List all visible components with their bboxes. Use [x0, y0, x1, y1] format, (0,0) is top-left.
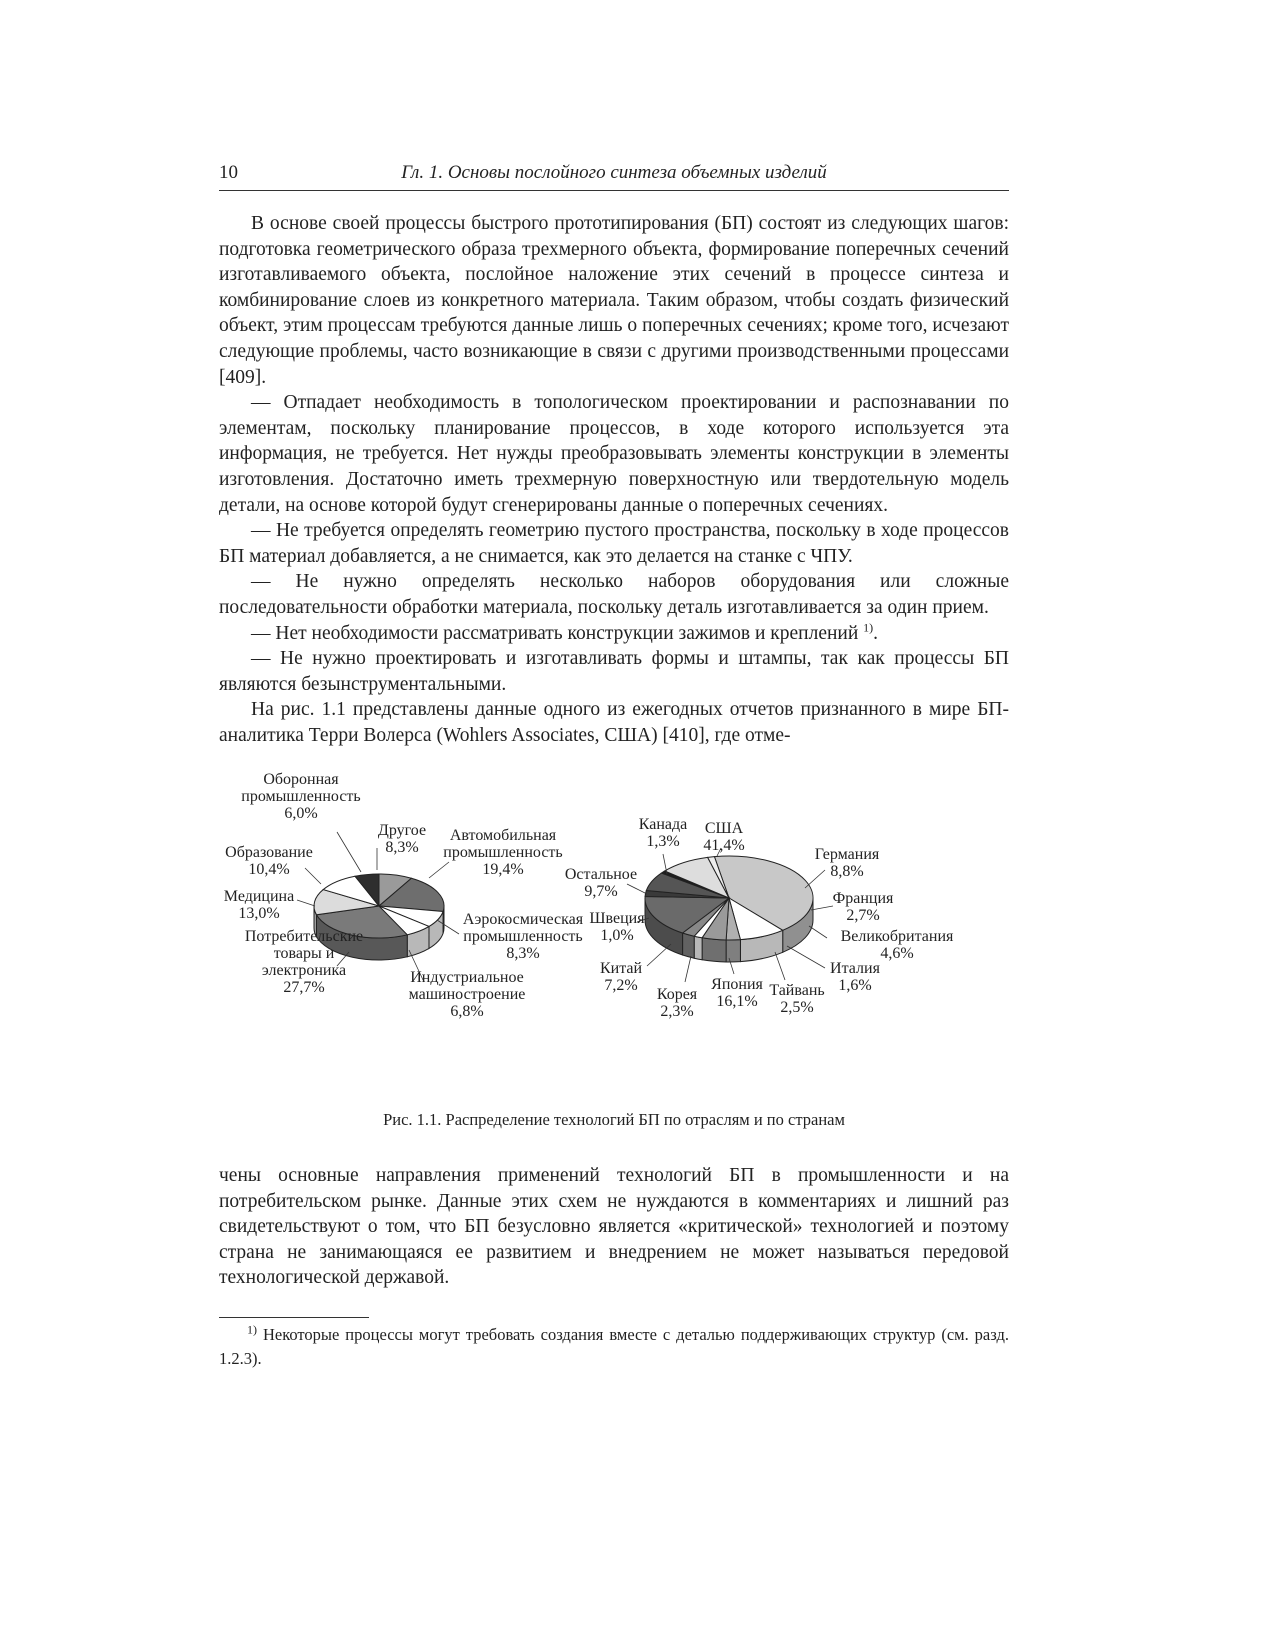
- slice-percent: 9,7%: [584, 883, 618, 900]
- body-text-top: [219, 211, 1009, 748]
- slice-label: электроника: [261, 962, 347, 979]
- slice-percent: 2,7%: [846, 907, 880, 924]
- slice-percent: 7,2%: [604, 977, 638, 994]
- leader-line: [685, 956, 691, 982]
- figure-caption: Рис. 1.1. Распределение технологий БП по отраслям и по странам: [383, 1110, 845, 1129]
- leader-line: [337, 832, 361, 872]
- slice-label: Германия: [814, 846, 880, 863]
- slice-label: Китай: [599, 960, 643, 977]
- slice-percent: 8,3%: [385, 839, 419, 856]
- paragraph: [219, 621, 1009, 647]
- slice-percent: 8,3%: [506, 945, 540, 962]
- page-number: 10: [219, 162, 238, 183]
- slice-label: Остальное: [564, 866, 638, 883]
- slice-label: товары и: [273, 945, 335, 962]
- paragraph: — Не требуется определять геометрию пустого пространства, поскольку в ходе процессов БП материал добавляется, а не снимается, как это делается на станке с ЧПУ.: [219, 520, 1009, 567]
- slice-label: Корея: [656, 986, 698, 1003]
- leader-line: [805, 870, 825, 888]
- slice-percent: 4,6%: [880, 945, 914, 962]
- slice-percent: 1,6%: [838, 977, 872, 994]
- slice-label: Канада: [638, 816, 688, 833]
- slice-label: промышленность: [443, 844, 563, 861]
- slice-percent: 16,1%: [716, 993, 758, 1010]
- slice-label: Аэрокосмическая: [462, 911, 584, 928]
- pie-charts-svg: [219, 771, 1009, 1118]
- slice-label: Тайвань: [769, 982, 825, 999]
- leader-line: [811, 906, 833, 910]
- paragraph: чены основные направления применений технологий БП в промышленности и на потребительском рынке. Данные этих схем не нуждаются в комментариях и лишний раз свидетельствуют о том, что БП безусловно является «критической» технологией и поэтому страна не занимающаяся ее развитием и внедрением не может называться передовой технологической державой.: [219, 1165, 1009, 1289]
- slice-label: Потребительские: [244, 928, 364, 945]
- slice-percent: 13,0%: [238, 905, 280, 922]
- slice-percent: 41,4%: [703, 837, 745, 854]
- paragraph: — Не нужно определять несколько наборов оборудования или сложные последовательности обработки материала, поскольку деталь изготавливается за один прием.: [219, 571, 1009, 618]
- leader-line: [809, 926, 827, 938]
- paragraph-text: — Нет необходимости рассматривать конструкции зажимов и креплений: [251, 622, 859, 644]
- footnote-rule: [219, 1317, 369, 1318]
- slice-percent: 10,4%: [248, 861, 290, 878]
- footnote-mark: 1): [247, 1322, 257, 1337]
- figure-pie-charts: [219, 771, 1009, 1118]
- footnote-text: Некоторые процессы могут требовать создания вместе с деталью поддерживающих структур (см. разд. 1.2.3).: [219, 1325, 1009, 1368]
- pie-side-2-3: [726, 940, 740, 962]
- slice-label: Индустриальное: [410, 969, 524, 986]
- footnote: [219, 1323, 1009, 1371]
- leader-line: [305, 868, 321, 884]
- slice-label: Италия: [830, 960, 880, 977]
- page-header: [219, 160, 1009, 191]
- slice-label: Швеция: [589, 910, 645, 927]
- slice-percent: 2,3%: [660, 1003, 694, 1020]
- slice-label: Автомобильная: [449, 827, 557, 844]
- slice-label: Медицина: [223, 888, 295, 905]
- slice-percent: 2,5%: [780, 999, 814, 1016]
- slice-percent: 8,8%: [830, 863, 864, 880]
- pie-side-2-5: [694, 936, 702, 960]
- slice-label: Великобритания: [840, 928, 954, 945]
- slice-label: промышленность: [241, 788, 361, 805]
- leader-line: [627, 884, 647, 894]
- paragraph: — Не нужно проектировать и изготавливать формы и штампы, так как процессы БП являются безынструментальными.: [219, 648, 1009, 695]
- pie-side-2-6: [683, 933, 695, 958]
- slice-label: Оборонная: [263, 771, 339, 788]
- paragraph: В основе своей процессы быстрого прототипирования (БП) состоят из следующих шагов: подготовка геометрического образа трехмерного объекта, формирование поперечных сечений изготавливаемого объекта, послойное наложение этих сечений в процессе синтеза и комбинирование слоев из конкретного материала. Таким образом, чтобы создать физический объект, этим процессам требуются данные лишь о поперечных сечениях; кроме того, исчезают следующие проблемы, часто возникающие в связи с другими производственными процессами [409].: [219, 213, 1009, 388]
- slice-label: США: [704, 820, 744, 837]
- slice-label: Япония: [711, 976, 763, 993]
- slice-label: Франция: [832, 890, 894, 907]
- leader-line: [775, 952, 785, 980]
- leader-line: [787, 946, 825, 968]
- slice-label: Другое: [377, 822, 427, 839]
- slice-label: Образование: [225, 844, 313, 861]
- slice-percent: 19,4%: [482, 861, 524, 878]
- leader-line: [647, 944, 671, 966]
- slice-percent: 6,0%: [284, 805, 318, 822]
- paragraph: На рис. 1.1 представлены данные одного из ежегодных отчетов признанного в мире БП-аналитика Терри Волерса (Wohlers Associates, США) [410], где отме-: [219, 699, 1009, 746]
- paragraph: — Отпадает необходимость в топологическом проектировании и распознавании по элементам, поскольку планирование процессов, в ходе которого используется эта информация, не требуется. Нет нужды преобразовывать элементы конструкции в элементы изготовления. Достаточно иметь трехмерную поверхностную или твердотельную модель детали, на основе которой будут сгенерированы данные о поперечных сечениях.: [219, 392, 1009, 516]
- slice-percent: 27,7%: [283, 979, 325, 996]
- slice-label: машиностроение: [408, 986, 526, 1003]
- footnote-ref[interactable]: 1): [863, 620, 874, 634]
- leader-line: [429, 862, 449, 878]
- slice-percent: 1,3%: [646, 833, 680, 850]
- slice-label: промышленность: [463, 928, 583, 945]
- slice-percent: 6,8%: [450, 1003, 484, 1020]
- paragraph-end: .: [873, 622, 879, 644]
- running-title: Гл. 1. Основы послойного синтеза объемных изделий: [401, 162, 827, 183]
- pie-side-2-4: [702, 938, 726, 962]
- slice-percent: 1,0%: [600, 927, 634, 944]
- body-text-bottom: [219, 1163, 1009, 1291]
- leader-line: [297, 900, 315, 906]
